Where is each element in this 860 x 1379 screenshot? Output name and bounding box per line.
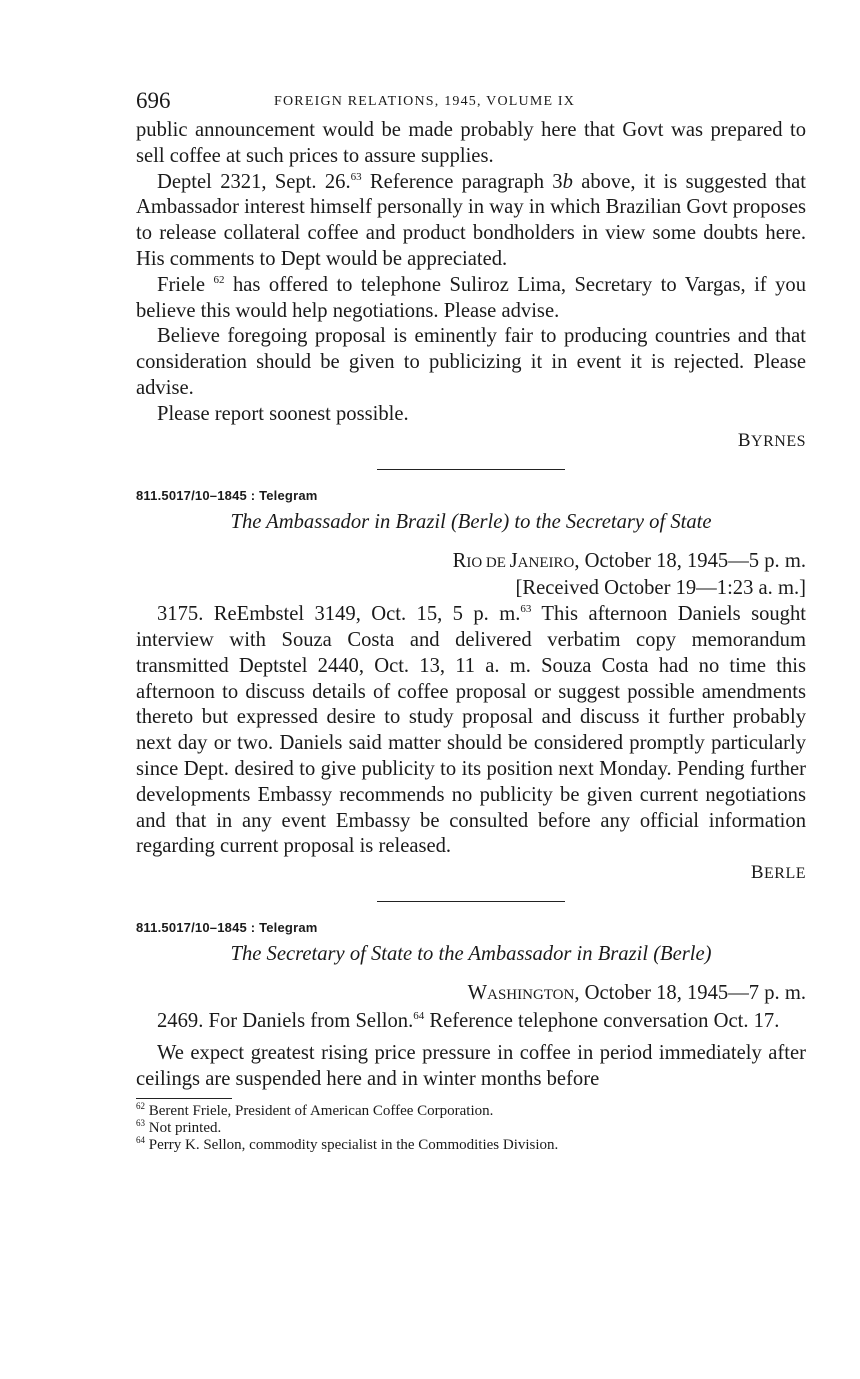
signature-initial: B: [750, 862, 764, 884]
paragraph-text: public announcement would be made probably here that Govt was prepared to sell coffee at such prices to assure supplies.: [136, 119, 806, 167]
paragraph-text: 3175. ReEmbstel 3149, Oct. 15, 5 p. m.: [157, 603, 521, 626]
signature-byrnes: [136, 428, 806, 455]
paragraph-text-italic: b: [562, 170, 573, 193]
dateline-place: W: [467, 982, 488, 1005]
running-head: FOREIGN RELATIONS, 1945, VOLUME IX: [274, 94, 576, 109]
signature-rest: YRNES: [751, 432, 806, 450]
paragraph-deptel: [136, 170, 806, 273]
paragraph-we-expect: [136, 1041, 806, 1093]
footnotes: [136, 1103, 806, 1154]
footnote-text: Perry K. Sellon, commodity specialist in the Commodities Division.: [145, 1137, 559, 1154]
telegram-title: The Ambassador in Brazil (Berle) to the Secretary of State: [230, 510, 712, 533]
signature-rest: ERLE: [764, 865, 806, 883]
paragraph-text: This afternoon Daniels sought interview with Souza Costa and delivered verbatim copy memorandum transmitted Deptstel 2440, Oct. 13, 11 a. m. Souza Costa had no time this afternoon to discuss details of coffee proposal or suggest possible amendments thereto but expressed desire to study proposal and discuss it further probably next day or two. Daniels said matter should be considered promptly particularly since Dept. desired to give publicity to its position next Monday. Pending further developments Embassy recommends no publicity be given current negotiations and that in any event Embassy be consulted before any official information regarding current proposal is released.: [136, 603, 806, 858]
paragraph-text: Friele: [157, 273, 214, 296]
page-number: 696: [136, 88, 171, 113]
footnote-ref: 63: [350, 170, 362, 183]
footnote-number: 62: [136, 1101, 145, 1112]
page-header: [136, 88, 806, 118]
paragraph-text: Reference telephone conversation Oct. 17.: [424, 1009, 780, 1032]
paragraph-text: 2469. For Daniels from Sellon.: [157, 1009, 414, 1032]
section-divider: [377, 901, 565, 902]
dateline-date: , October 18, 1945—7 p. m.: [574, 982, 806, 1005]
document-page: [136, 88, 806, 1154]
signature-initial: B: [737, 429, 752, 451]
paragraph-text: We expect greatest rising price pressure in coffee in period immediately after ceilings are suspended here and in winter months before: [136, 1041, 806, 1090]
paragraph-friele: [136, 273, 806, 325]
footnote: [136, 1137, 806, 1154]
paragraph-3175: [136, 602, 806, 860]
footnote-number: 63: [136, 1118, 145, 1129]
telegram-title: The Secretary of State to the Ambassador in Brazil (Berle): [230, 943, 712, 966]
footnote: [136, 1103, 806, 1120]
dateline: [136, 981, 806, 1009]
footnote-divider: [136, 1098, 232, 1099]
paragraph-text: Please report soonest possible.: [157, 402, 409, 425]
footnote-ref: 63: [520, 603, 532, 616]
document-id: 811.5017/10–1845 : Telegram: [136, 487, 318, 503]
paragraph-text: Reference paragraph 3: [361, 170, 563, 193]
dateline-date: , October 18, 1945—5 p. m.: [574, 549, 806, 572]
dateline-place: ANEIRO: [517, 554, 575, 571]
footnote-ref: 62: [213, 273, 225, 286]
signature-berle: [136, 860, 806, 887]
footnote: [136, 1120, 806, 1137]
footnote-text: Berent Friele, President of American Coffee Corporation.: [145, 1103, 494, 1120]
paragraph-continuation: [136, 118, 806, 170]
paragraph-report: [136, 402, 806, 428]
dateline-place: ASHINGTON: [487, 987, 575, 1004]
footnote-number: 64: [136, 1135, 145, 1146]
paragraph-text: has offered to telephone Suliroz Lima, Secretary to Vargas, if you believe this would help negotiations. Please advise.: [136, 273, 807, 322]
dateline: [136, 549, 806, 577]
dateline-place: J: [509, 549, 518, 572]
footnote-ref: 64: [413, 1010, 425, 1023]
section-divider: [377, 469, 565, 470]
dateline-place: IO DE: [466, 554, 510, 571]
footnote-text: Not printed.: [145, 1120, 222, 1137]
paragraph-text: Believe foregoing proposal is eminently fair to producing countries and that consideration should be given to publicizing it in event it is rejected. Please advise.: [136, 325, 806, 399]
dateline-place: R: [452, 549, 467, 572]
paragraph-2469: [136, 1009, 806, 1035]
received-line: [Received October 19—1:23 a. m.]: [515, 577, 806, 600]
paragraph-believe: [136, 324, 806, 401]
paragraph-text: Deptel 2321, Sept. 26.: [157, 170, 351, 193]
document-id: 811.5017/10–1845 : Telegram: [136, 920, 318, 936]
paragraph-text: above, it is suggested that Ambassador interest himself personally in way in which Brazilian Govt proposes to release collateral coffee and product bondholders in view some doubts here. His comments to Dept would be appreciated.: [136, 170, 806, 270]
